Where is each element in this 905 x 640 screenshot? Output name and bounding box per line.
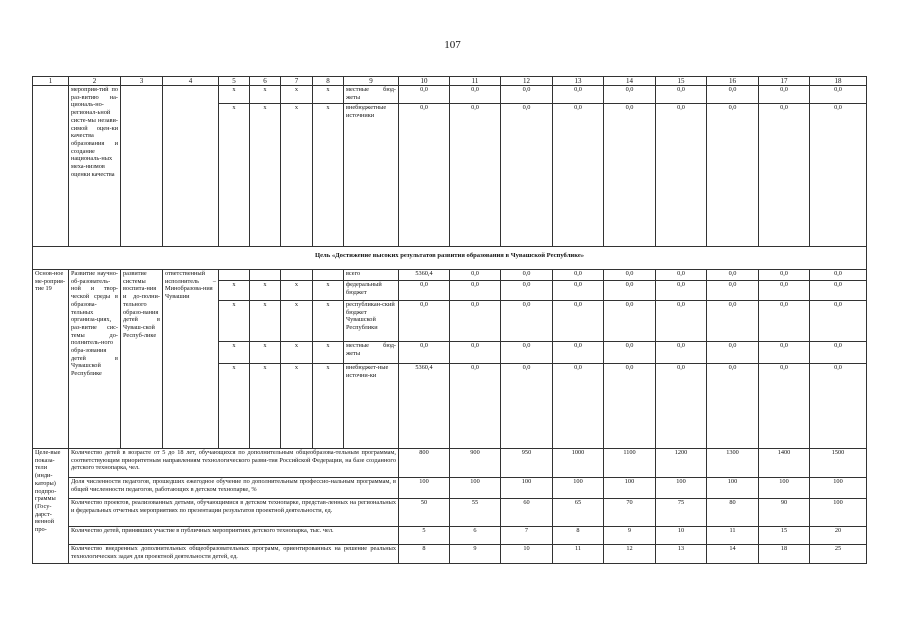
- x-cell: x: [219, 364, 250, 449]
- value-cell: 0,0: [553, 104, 604, 247]
- value-cell: 0,0: [707, 104, 759, 247]
- activity-description-cell: мероприя-тий по раз-витию на-циональ-но-регионал-ьной систе-мы незави-симой оцен-ки качества образования и создание националь-ных меха-низмов оценки качества: [69, 86, 121, 247]
- indicator-value-cell: 75: [656, 499, 707, 527]
- value-cell: 0,0: [810, 342, 867, 364]
- indicator-value-cell: 9: [450, 545, 501, 564]
- main-activity-number-cell: Основ-ное ме-роприя-тие 19: [33, 270, 69, 449]
- header-col-6: 6: [250, 77, 281, 86]
- indicator-value-cell: 100: [759, 478, 810, 499]
- value-cell: 0,0: [604, 301, 656, 342]
- indicator-value-cell: 11: [707, 527, 759, 545]
- value-cell: 0,0: [656, 301, 707, 342]
- value-cell: 0,0: [656, 281, 707, 301]
- value-cell: 0,0: [810, 364, 867, 449]
- header-col-13: 13: [553, 77, 604, 86]
- x-cell: x: [219, 86, 250, 104]
- value-cell: 0,0: [604, 104, 656, 247]
- header-col-2: 2: [69, 77, 121, 86]
- x-cell: x: [250, 281, 281, 301]
- value-cell: 0,0: [553, 270, 604, 281]
- table-row: [33, 270, 867, 281]
- budget-table-container: [32, 76, 866, 564]
- x-cell: x: [250, 104, 281, 247]
- x-cell: x: [281, 364, 313, 449]
- value-cell: 0,0: [759, 270, 810, 281]
- header-col-10: 10: [399, 77, 450, 86]
- indicator-value-cell: 12: [604, 545, 656, 564]
- indicator-value-cell: 20: [810, 527, 867, 545]
- value-cell: 0,0: [759, 86, 810, 104]
- responsible-executor-cell: ответственный исполнитель – Минобразова-ния Чувашии: [163, 270, 219, 449]
- indicator-value-cell: 7: [501, 527, 553, 545]
- x-cell: x: [313, 281, 344, 301]
- main-activity-title-cell: Развитие научно-об-разователь-ной и твор-ческой среды в образова-тельных организа-циях, раз-витие сис-темы до-полнитель-ного обра-зования детей в Чувашской Республике: [69, 270, 121, 449]
- indicator-value-cell: 70: [604, 499, 656, 527]
- x-cell: x: [313, 342, 344, 364]
- main-activity-goal-cell: развитие системы воспита-ния и до-полни-тельного образо-вания детей в Чуваш-ской Респуб-лике: [121, 270, 163, 449]
- x-cell: x: [313, 86, 344, 104]
- x-cell: x: [250, 342, 281, 364]
- x-cell: x: [281, 281, 313, 301]
- indicator-value-cell: 11: [553, 545, 604, 564]
- indicator-row: [33, 499, 867, 527]
- header-col-8: 8: [313, 77, 344, 86]
- x-cell: x: [313, 301, 344, 342]
- indicator-value-cell: 100: [399, 478, 450, 499]
- x-cell: x: [313, 104, 344, 247]
- indicator-value-cell: 10: [656, 527, 707, 545]
- value-cell: 0,0: [553, 301, 604, 342]
- value-cell: 0,0: [501, 342, 553, 364]
- indicator-value-cell: 1200: [656, 449, 707, 478]
- indicator-value-cell: 1500: [810, 449, 867, 478]
- x-cell: [313, 270, 344, 281]
- value-cell: 0,0: [656, 342, 707, 364]
- funding-source-cell: всего: [344, 270, 399, 281]
- indicator-value-cell: 900: [450, 449, 501, 478]
- value-cell: 0,0: [553, 281, 604, 301]
- x-cell: [219, 270, 250, 281]
- indicator-value-cell: 65: [553, 499, 604, 527]
- value-cell: 0,0: [707, 86, 759, 104]
- value-cell: 5360,4: [399, 364, 450, 449]
- value-cell: 0,0: [399, 104, 450, 247]
- indicator-row: [33, 527, 867, 545]
- indicator-value-cell: 1400: [759, 449, 810, 478]
- indicator-value-cell: 25: [810, 545, 867, 564]
- value-cell: 0,0: [501, 270, 553, 281]
- indicator-value-cell: 100: [604, 478, 656, 499]
- x-cell: x: [281, 301, 313, 342]
- header-col-11: 11: [450, 77, 501, 86]
- indicator-value-cell: 100: [553, 478, 604, 499]
- indicator-value-cell: 50: [399, 499, 450, 527]
- value-cell: 0,0: [707, 270, 759, 281]
- value-cell: 0,0: [501, 301, 553, 342]
- indicator-text-cell: Количество внедренных дополнительных общеобразовательных программ, ориентированных на решение реальных технологических задач для проектной деятельности детей, ед.: [69, 545, 399, 564]
- indicator-value-cell: 800: [399, 449, 450, 478]
- value-cell: 0,0: [604, 270, 656, 281]
- x-cell: x: [219, 301, 250, 342]
- value-cell: 0,0: [553, 342, 604, 364]
- indicator-value-cell: 90: [759, 499, 810, 527]
- value-cell: 0,0: [501, 104, 553, 247]
- value-cell: 0,0: [450, 86, 501, 104]
- value-cell: 0,0: [450, 342, 501, 364]
- indicators-label-cell: Целе-вые показа-тели (инди-каторы) подпро-граммы (Госу-дарст-венной про-: [33, 449, 69, 564]
- header-col-7: 7: [281, 77, 313, 86]
- indicator-value-cell: 9: [604, 527, 656, 545]
- indicator-text-cell: Количество проектов, реализованных детьми, обучающимися в детском технопарке, представ-ленных на региональных и федеральных отчетных мероприятиях по презентации результатов проектной деятельности, ед.: [69, 499, 399, 527]
- indicator-value-cell: 1100: [604, 449, 656, 478]
- value-cell: 0,0: [759, 301, 810, 342]
- indicator-value-cell: 950: [501, 449, 553, 478]
- indicator-value-cell: 100: [656, 478, 707, 499]
- empty-col-4: [163, 86, 219, 247]
- value-cell: 0,0: [450, 364, 501, 449]
- value-cell: 0,0: [759, 342, 810, 364]
- indicator-value-cell: 6: [450, 527, 501, 545]
- x-cell: x: [250, 364, 281, 449]
- x-cell: x: [281, 86, 313, 104]
- funding-source-cell: внебюджет-ные источни-ки: [344, 364, 399, 449]
- header-col-16: 16: [707, 77, 759, 86]
- empty-col-1: [33, 86, 69, 247]
- value-cell: 0,0: [604, 342, 656, 364]
- x-cell: x: [219, 342, 250, 364]
- header-col-14: 14: [604, 77, 656, 86]
- funding-source-cell: внебюджетные источники: [344, 104, 399, 247]
- value-cell: 0,0: [604, 364, 656, 449]
- indicator-value-cell: 100: [501, 478, 553, 499]
- indicator-row: [33, 545, 867, 564]
- funding-source-cell: местные бюд-жеты: [344, 342, 399, 364]
- value-cell: 0,0: [656, 364, 707, 449]
- value-cell: 0,0: [656, 270, 707, 281]
- table-row: [33, 86, 867, 104]
- value-cell: 0,0: [810, 301, 867, 342]
- value-cell: 0,0: [501, 86, 553, 104]
- indicator-value-cell: 18: [759, 545, 810, 564]
- funding-source-cell: местные бюд-жеты: [344, 86, 399, 104]
- value-cell: 5360,4: [399, 270, 450, 281]
- value-cell: 0,0: [399, 301, 450, 342]
- x-cell: [250, 270, 281, 281]
- indicator-value-cell: 8: [553, 527, 604, 545]
- value-cell: 0,0: [501, 364, 553, 449]
- header-col-12: 12: [501, 77, 553, 86]
- x-cell: x: [250, 86, 281, 104]
- indicator-text-cell: Доля численности педагогов, прошедших ежегодное обучение по дополнительным профессио-нальным программам, в общей численности педагогов, работающих в детском технопарке, %: [69, 478, 399, 499]
- value-cell: 0,0: [810, 281, 867, 301]
- value-cell: 0,0: [450, 270, 501, 281]
- header-col-3: 3: [121, 77, 163, 86]
- value-cell: 0,0: [759, 104, 810, 247]
- value-cell: 0,0: [501, 281, 553, 301]
- indicator-row: [33, 449, 867, 478]
- goal-title: Цель «Достижение высоких результатов развития образования в Чувашской Республике»: [33, 247, 867, 270]
- value-cell: 0,0: [707, 281, 759, 301]
- value-cell: 0,0: [707, 342, 759, 364]
- indicator-value-cell: 100: [810, 478, 867, 499]
- header-col-5: 5: [219, 77, 250, 86]
- value-cell: 0,0: [399, 86, 450, 104]
- value-cell: 0,0: [810, 104, 867, 247]
- value-cell: 0,0: [553, 364, 604, 449]
- indicator-value-cell: 100: [707, 478, 759, 499]
- indicator-value-cell: 10: [501, 545, 553, 564]
- x-cell: x: [219, 104, 250, 247]
- indicator-value-cell: 100: [810, 499, 867, 527]
- indicator-value-cell: 13: [656, 545, 707, 564]
- indicator-value-cell: 1000: [553, 449, 604, 478]
- header-col-1: 1: [33, 77, 69, 86]
- indicator-value-cell: 55: [450, 499, 501, 527]
- indicator-value-cell: 1300: [707, 449, 759, 478]
- header-col-4: 4: [163, 77, 219, 86]
- value-cell: 0,0: [810, 86, 867, 104]
- header-row: [33, 77, 867, 86]
- indicator-value-cell: 8: [399, 545, 450, 564]
- header-col-15: 15: [656, 77, 707, 86]
- value-cell: 0,0: [553, 86, 604, 104]
- indicator-value-cell: 60: [501, 499, 553, 527]
- empty-col-3: [121, 86, 163, 247]
- indicator-value-cell: 80: [707, 499, 759, 527]
- header-col-17: 17: [759, 77, 810, 86]
- value-cell: 0,0: [656, 104, 707, 247]
- value-cell: 0,0: [759, 364, 810, 449]
- x-cell: [281, 270, 313, 281]
- value-cell: 0,0: [450, 281, 501, 301]
- page-number: 107: [444, 39, 461, 51]
- value-cell: 0,0: [450, 301, 501, 342]
- header-col-9: 9: [344, 77, 399, 86]
- funding-source-cell: федеральный бюджет: [344, 281, 399, 301]
- indicator-value-cell: 5: [399, 527, 450, 545]
- value-cell: 0,0: [604, 281, 656, 301]
- funding-source-cell: республикан-ский бюджет Чувашской Республики: [344, 301, 399, 342]
- x-cell: x: [313, 364, 344, 449]
- value-cell: 0,0: [656, 86, 707, 104]
- value-cell: 0,0: [399, 342, 450, 364]
- goal-row: [33, 247, 867, 270]
- value-cell: 0,0: [707, 301, 759, 342]
- indicator-text-cell: Количество детей в возрасте от 5 до 18 лет, обучающихся по дополнительным общеобразова-тельным программам, соответствующим приоритетным направлениям технологического разви-тия Российской Федерации, на базе созданного детского технопарка, чел.: [69, 449, 399, 478]
- x-cell: x: [281, 104, 313, 247]
- indicator-value-cell: 15: [759, 527, 810, 545]
- value-cell: 0,0: [759, 281, 810, 301]
- indicator-text-cell: Количество детей, принявших участие в публичных мероприятиях детского технопарка, тыс. чел.: [69, 527, 399, 545]
- value-cell: 0,0: [604, 86, 656, 104]
- value-cell: 0,0: [450, 104, 501, 247]
- header-col-18: 18: [810, 77, 867, 86]
- value-cell: 0,0: [707, 364, 759, 449]
- budget-table: [32, 76, 867, 564]
- x-cell: x: [250, 301, 281, 342]
- value-cell: 0,0: [399, 281, 450, 301]
- indicator-value-cell: 100: [450, 478, 501, 499]
- value-cell: 0,0: [810, 270, 867, 281]
- x-cell: x: [219, 281, 250, 301]
- x-cell: x: [281, 342, 313, 364]
- indicator-value-cell: 14: [707, 545, 759, 564]
- indicator-row: [33, 478, 867, 499]
